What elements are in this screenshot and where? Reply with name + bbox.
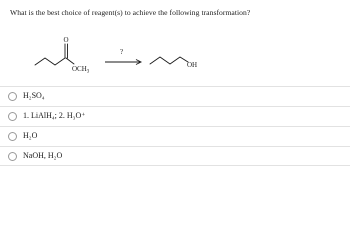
question-text: What is the best choice of reagent(s) to achieve the following transformation? <box>10 8 251 17</box>
option-naoh-h2o[interactable] <box>0 146 350 166</box>
product-structure <box>150 57 188 64</box>
option-label[interactable]: 1. LiAlH₄; 2. H₃O⁺ <box>23 111 86 120</box>
reactant-group-label: $OCH_3$ <box>72 65 90 75</box>
option-lialh4-h3o[interactable] <box>0 106 350 126</box>
option-label[interactable]: NaOH, H₂O <box>23 151 63 160</box>
option-h2so4[interactable] <box>0 86 350 106</box>
answer-options <box>0 86 350 166</box>
reagent-question-mark: ? <box>120 48 124 56</box>
radio-button[interactable] <box>8 132 17 141</box>
product-group-label: OH <box>187 61 198 69</box>
option-label[interactable]: H₂SO₄ <box>23 91 45 100</box>
radio-button[interactable] <box>8 112 17 121</box>
radio-button[interactable] <box>8 92 17 101</box>
reactant-structure <box>35 44 74 65</box>
option-label[interactable]: H₂O <box>23 131 38 140</box>
option-h2o[interactable] <box>0 126 350 146</box>
carbonyl-oxygen-label: O <box>63 36 69 44</box>
reaction-arrow <box>105 60 141 65</box>
radio-button[interactable] <box>8 152 17 161</box>
